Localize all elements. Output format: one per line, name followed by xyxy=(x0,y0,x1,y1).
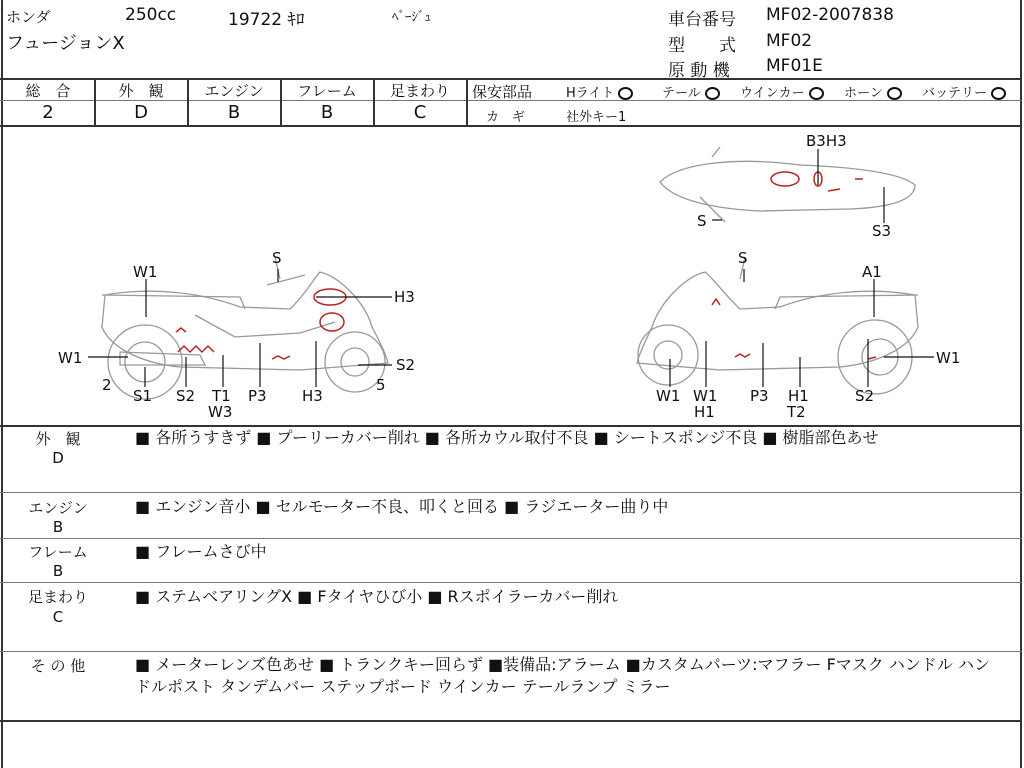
note-engine-label: エンジン xyxy=(28,499,88,517)
label-right-w1a: W1 xyxy=(656,387,681,405)
damage-marks-left xyxy=(176,289,346,359)
model-name: フュージョンX xyxy=(6,33,125,54)
label-left-2: 2 xyxy=(102,376,112,394)
label-left-5: 5 xyxy=(376,376,386,394)
label-right-w1c: W1 xyxy=(936,349,961,367)
key-label: カ ギ xyxy=(486,110,526,125)
safety-winker xyxy=(740,82,824,101)
type-label: 型 式 xyxy=(668,36,736,56)
label-left-w1a: W1 xyxy=(133,263,158,281)
note-suspension-label: 足まわり xyxy=(27,588,88,606)
label-right-w1b: W1 xyxy=(693,387,718,405)
label-left-w1b: W1 xyxy=(58,349,83,367)
label-left-s: S xyxy=(272,249,282,267)
ok-circle-icon xyxy=(991,87,1006,100)
grade-value-suspension: C xyxy=(413,102,427,123)
label-left-s1: S1 xyxy=(133,387,153,405)
damage-marks-top xyxy=(771,172,863,191)
key-value: 社外キー1 xyxy=(566,110,627,125)
leader-lines xyxy=(88,149,934,387)
safety-horn xyxy=(844,82,902,101)
divider-note-4 xyxy=(0,651,1022,652)
label-left-h3a: H3 xyxy=(394,288,415,306)
label-right-h1a: H1 xyxy=(694,403,715,421)
divider-note-2 xyxy=(0,538,1022,539)
note-frame-text: ■ フレームさび中 xyxy=(135,542,267,561)
engine-value: MF01E xyxy=(766,56,823,76)
note-other-label: そ の 他 xyxy=(30,657,86,675)
label-left-p3: P3 xyxy=(248,387,267,405)
note-frame-grade: B xyxy=(52,562,64,580)
label-left-w3: W3 xyxy=(208,403,233,421)
divider-note-3 xyxy=(0,582,1022,583)
label-left-h3b: H3 xyxy=(302,387,323,405)
grade-col-5 xyxy=(466,78,468,125)
chassis-label: 車台番号 xyxy=(668,10,736,30)
displacement: 250cc xyxy=(125,5,177,25)
scooter-top xyxy=(660,147,915,222)
maker: ホンダ xyxy=(6,8,51,26)
note-exterior-text: ■ 各所うすきず ■ プーリーカバー削れ ■ 各所カウル取付不良 ■ シートスポンジ不良 ■ 樹脂部色あせ xyxy=(135,428,879,447)
safety-headlight-label: Hライト xyxy=(566,86,615,101)
body-color: ﾍﾞｰｼﾞｭ xyxy=(392,10,431,25)
note-other-text: ■ メーターレンズ色あせ ■ トランクキー回らず ■装備品:アラーム ■カスタムパーツ:マフラー Fマスク ハンドル ハンドルポスト タンデムバー ステップボード ウインカー テールランプ ミラー xyxy=(135,655,990,696)
safety-horn-label: ホーン xyxy=(844,86,883,101)
type-value: MF02 xyxy=(766,31,813,51)
note-engine-grade: B xyxy=(52,518,64,536)
label-left-t1: T1 xyxy=(212,387,231,405)
chassis-value: MF02-2007838 xyxy=(766,5,894,25)
safety-headlight xyxy=(566,82,633,101)
damage-diagram xyxy=(0,127,1022,424)
grade-label-engine: エンジン xyxy=(204,82,264,100)
grade-value-frame: B xyxy=(320,102,334,123)
note-exterior-label: 外 観 xyxy=(35,430,81,448)
grade-label-exterior: 外 観 xyxy=(118,82,164,100)
ok-circle-icon xyxy=(809,87,824,100)
note-engine-text: ■ エンジン音小 ■ セルモーター不良、叩くと回る ■ ラジエーター曲り中 xyxy=(135,497,669,516)
safety-battery-label: バッテリー xyxy=(922,86,988,101)
note-suspension-text: ■ ステムベアリングX ■ Fタイヤひび小 ■ Rスポイラーカバー削れ xyxy=(135,587,619,606)
safety-label: 保安部品 xyxy=(472,83,533,101)
grade-label-overall: 総 合 xyxy=(25,82,71,100)
ok-circle-icon xyxy=(705,87,720,100)
grade-label-frame: フレーム xyxy=(297,82,357,100)
ok-circle-icon xyxy=(618,87,633,100)
note-frame-label: フレーム xyxy=(28,543,88,561)
grade-value-overall: 2 xyxy=(42,102,54,123)
label-right-p3: P3 xyxy=(750,387,769,405)
safety-winker-label: ウインカー xyxy=(740,86,805,101)
safety-tail xyxy=(662,82,720,101)
safety-tail-label: テール xyxy=(662,86,701,101)
label-top-b3h3: B3H3 xyxy=(806,132,847,150)
mileage: 19722 ｷﾛ xyxy=(228,10,305,30)
label-right-s2: S2 xyxy=(855,387,875,405)
label-right-h1b: H1 xyxy=(788,387,809,405)
grade-label-suspension: 足まわり xyxy=(389,82,450,100)
label-left-s2: S2 xyxy=(396,356,416,374)
label-right-s: S xyxy=(738,249,748,267)
grade-value-exterior: D xyxy=(134,102,148,123)
ok-circle-icon xyxy=(887,87,902,100)
note-exterior-grade: D xyxy=(52,449,64,467)
divider-note-1 xyxy=(0,492,1022,493)
label-left-s2b: S2 xyxy=(176,387,196,405)
divider-bottom xyxy=(0,720,1022,722)
note-suspension-grade: C xyxy=(52,608,64,626)
safety-battery xyxy=(922,82,1006,101)
engine-label: 原 動 機 xyxy=(668,61,730,81)
label-right-t2: T2 xyxy=(787,403,806,421)
label-right-a1: A1 xyxy=(862,263,882,281)
grade-value-engine: B xyxy=(227,102,241,123)
label-top-s3: S3 xyxy=(872,222,892,240)
label-top-s: S xyxy=(697,212,707,230)
